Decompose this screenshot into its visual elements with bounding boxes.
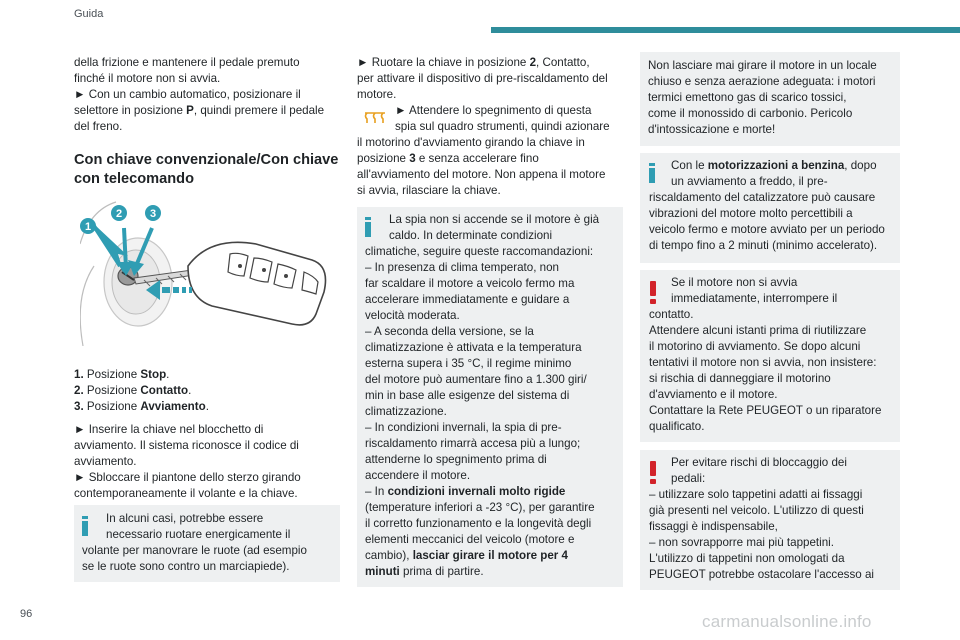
text-line: Per evitare rischi di bloccaggio dei [671,456,847,469]
text-line: – utilizzare solo tappetini adatti ai fissaggi [649,488,863,501]
list-number: 2. [74,384,84,397]
text-line: (temperature inferiori a -23 °C), per garantire [365,501,595,514]
info-text [82,511,307,575]
text-line: – In presenza di clima temperato, non [365,261,559,274]
text-line: – A seconda della versione, se la [365,325,534,338]
text-line: pedali: [671,472,706,485]
section-title-line: Con chiave convenzionale/Con chiave [74,152,339,168]
text-run: e senza accelerare fino [415,152,539,165]
text-line: qualificato. [649,420,705,433]
list-item [74,399,340,415]
text-line: il motorino d'avviamento girando la chiave in [357,136,585,149]
text-line: L'utilizzo di tappetini non omologati da [649,552,845,565]
info-panel-preheat [357,207,623,587]
remote-key-fob [188,242,326,325]
info-panel-steering [74,505,340,582]
text-line: attenderne lo spegnimento prima di [365,453,547,466]
text-line: elementi meccanici del veicolo (motore e [365,533,575,546]
text-line: di tempo fino a 2 minuti (minimo accelerato). [649,239,878,252]
text-run: posizione [357,152,410,165]
text-line: La spia non si accende se il motore è già [389,213,600,226]
text-line: chiuso e senza aerazione adeguata: i motori [648,75,876,88]
key-ignition-figure [80,196,332,346]
text-line: già presenti nel veicolo. L'utilizzo di questi [649,504,864,517]
text-line: climatizzazione è attivata e la temperatura [365,341,582,354]
text-line: avviamento. [74,455,137,468]
position-label-3 [145,205,161,221]
text-line: il corretto funzionamento e la longevità degli [365,517,592,530]
warning-text [649,455,874,583]
text-line: motore. [357,88,397,101]
text-line: climatizzazione. [365,405,447,418]
info-panel-petrol [640,153,900,263]
warning-panel-pedals [640,450,900,590]
panel-exhaust-warning [640,52,900,146]
text-line: climatiche, seguire queste raccomandazioni: [365,245,594,258]
text-line: riscaldamento del catalizzatore può causare [649,191,876,204]
text-line: velocità moderata. [365,309,460,322]
text-line: In alcuni casi, potrebbe essere [106,512,264,525]
text-line: d'avviamento e il motore. [649,388,778,401]
text-bold: 3 [409,152,416,165]
text-line: Contattare la Rete PEUGEOT o un riparatore [649,404,882,417]
header-accent-bar [491,27,960,33]
text-bold: lasciar girare il motore per 4 [412,549,568,562]
list-number: 3. [74,400,84,413]
text-line: come il monossido di carbonio. Pericolo [648,107,853,120]
col1-intro [74,55,340,135]
panel-text [648,58,877,138]
text-line: per attivare il dispositivo di pre-riscaldamento del [357,72,608,85]
text-line [357,55,623,71]
positions-list [74,367,340,415]
text-run: . [205,400,209,413]
text-bold: P [186,104,194,117]
text-bold: 2 [529,56,537,69]
text-line: Se il motore non si avvia [671,276,798,289]
text-line: – In condizioni invernali, la spia di pre- [365,421,562,434]
text-line: fissaggi è indispensabile, [649,520,778,533]
text-line [74,103,340,119]
text-line [365,484,599,500]
text-bold: motorizzazioni a benzina [707,159,845,172]
figure-label: 2 [115,208,123,220]
text-line: d'intossicazione e morte! [648,123,776,136]
figure-label: 3 [149,208,157,220]
text-run: . [166,368,170,381]
text-line: accelerare immediatamente e guidare a [365,293,570,306]
text-line: PEUGEOT potrebbe ostacolare l'accesso ai [649,568,874,581]
text-line: volante per manovrare le ruote (ad esempio [82,544,307,557]
text-line: accendere il motore. [365,469,471,482]
text-line: contemporaneamente il volante e la chiave. [74,487,298,500]
text-run: ► Ruotare la chiave in posizione [357,56,530,69]
text-run: Posizione [86,400,141,413]
figure-label: 1 [84,221,92,233]
text-line: Non lasciare mai girare il motore in un locale [648,59,877,72]
text-line: avviamento. Il sistema riconosce il codice di [74,439,299,452]
text-line [357,151,623,167]
text-line: far scaldare il motore a veicolo fermo ma [365,277,575,290]
page-header-title: Guida [74,8,104,20]
text-run: Posizione [86,384,141,397]
list-item [74,367,340,383]
text-line: finché il motore non si avvia. [74,72,221,85]
warning-text [649,275,881,435]
text-line: riscaldamento rimarrà accesa più a lungo; [365,437,581,450]
text-run: cambio), [365,549,413,562]
text-bold: Stop [140,368,167,381]
text-run: Posizione [86,368,141,381]
text-bold: minuti [365,565,400,578]
warning-panel-engine-start [640,270,900,442]
section-title-line: con telecomando [74,171,195,187]
text-line: spia sul quadro strumenti, quindi azionare [395,120,610,133]
text-run: – In [365,485,388,498]
text-line: un avviamento a freddo, il pre- [671,175,828,188]
info-text [649,158,885,254]
col1-steps [74,422,340,502]
text-run: , Contatto, [536,56,590,69]
text-line: se le ruote sono contro un marciapiede). [82,560,290,573]
text-run: , dopo [844,159,877,172]
text-run: . [188,384,192,397]
text-line: esterna supera i 35 °C, il regime minimo [365,357,572,370]
watermark: carmanualsonline.info [702,612,872,631]
text-line: vibrazioni del motore molto percettibili a [649,207,853,220]
text-line: min in base alle esigenze del sistema di [365,389,570,402]
text-line: immediatamente, interrompere il [671,292,838,305]
text-line: Attendere alcuni istanti prima di riutilizzare [649,324,867,337]
text-line: ► Con un cambio automatico, posizionare il [74,88,301,101]
text-run: Con le [671,159,708,172]
text-line: termici emettono gas di scarico tossici, [648,91,847,104]
text-line: ► Inserire la chiave nel blocchetto di [74,423,264,436]
list-number: 1. [74,368,84,381]
text-line: – non sovrapporre mai più tappetini. [649,536,834,549]
text-line: contatto. [649,308,694,321]
text-line [365,564,599,580]
position-label-1 [80,218,96,234]
text-line [365,548,599,564]
page-number: 96 [20,608,33,620]
position-label-2 [111,205,127,221]
text-line: del motore può aumentare fino a 1.300 giri/ [365,373,587,386]
text-line: veicolo fermo e motore avviato per un periodo [649,223,885,236]
text-line: ► Attendere lo spegnimento di questa [395,104,592,117]
text-line: del freno. [74,120,123,133]
text-line: si avvia, rilasciare la chiave. [357,184,501,197]
preheat-coil-icon [364,111,386,125]
text-line: ► Sbloccare il piantone dello sterzo girando [74,471,301,484]
text-run: selettore in posizione [74,104,187,117]
text-run: , quindi premere il pedale [193,104,325,117]
text-line: il motorino di avviamento. Se dopo alcuni [649,340,861,353]
text-run: prima di partire. [399,565,484,578]
text-line: si rischia di danneggiare il motorino [649,372,831,385]
text-bold: Contatto [140,384,189,397]
text-line: tentativi il motore non si avvia, non insistere: [649,356,877,369]
col2-steps [357,55,623,199]
text-line: necessario ruotare energicamente il [106,528,291,541]
text-line: della frizione e mantenere il pedale premuto [74,56,300,69]
section-title [74,151,338,189]
info-text [365,212,599,580]
text-bold: Avviamento [140,400,206,413]
list-item [74,383,340,399]
text-bold: condizioni invernali molto rigide [387,485,566,498]
text-line: all'avviamento del motore. Non appena il motore [357,168,606,181]
text-line [649,158,885,174]
text-line: caldo. In determinate condizioni [389,229,553,242]
